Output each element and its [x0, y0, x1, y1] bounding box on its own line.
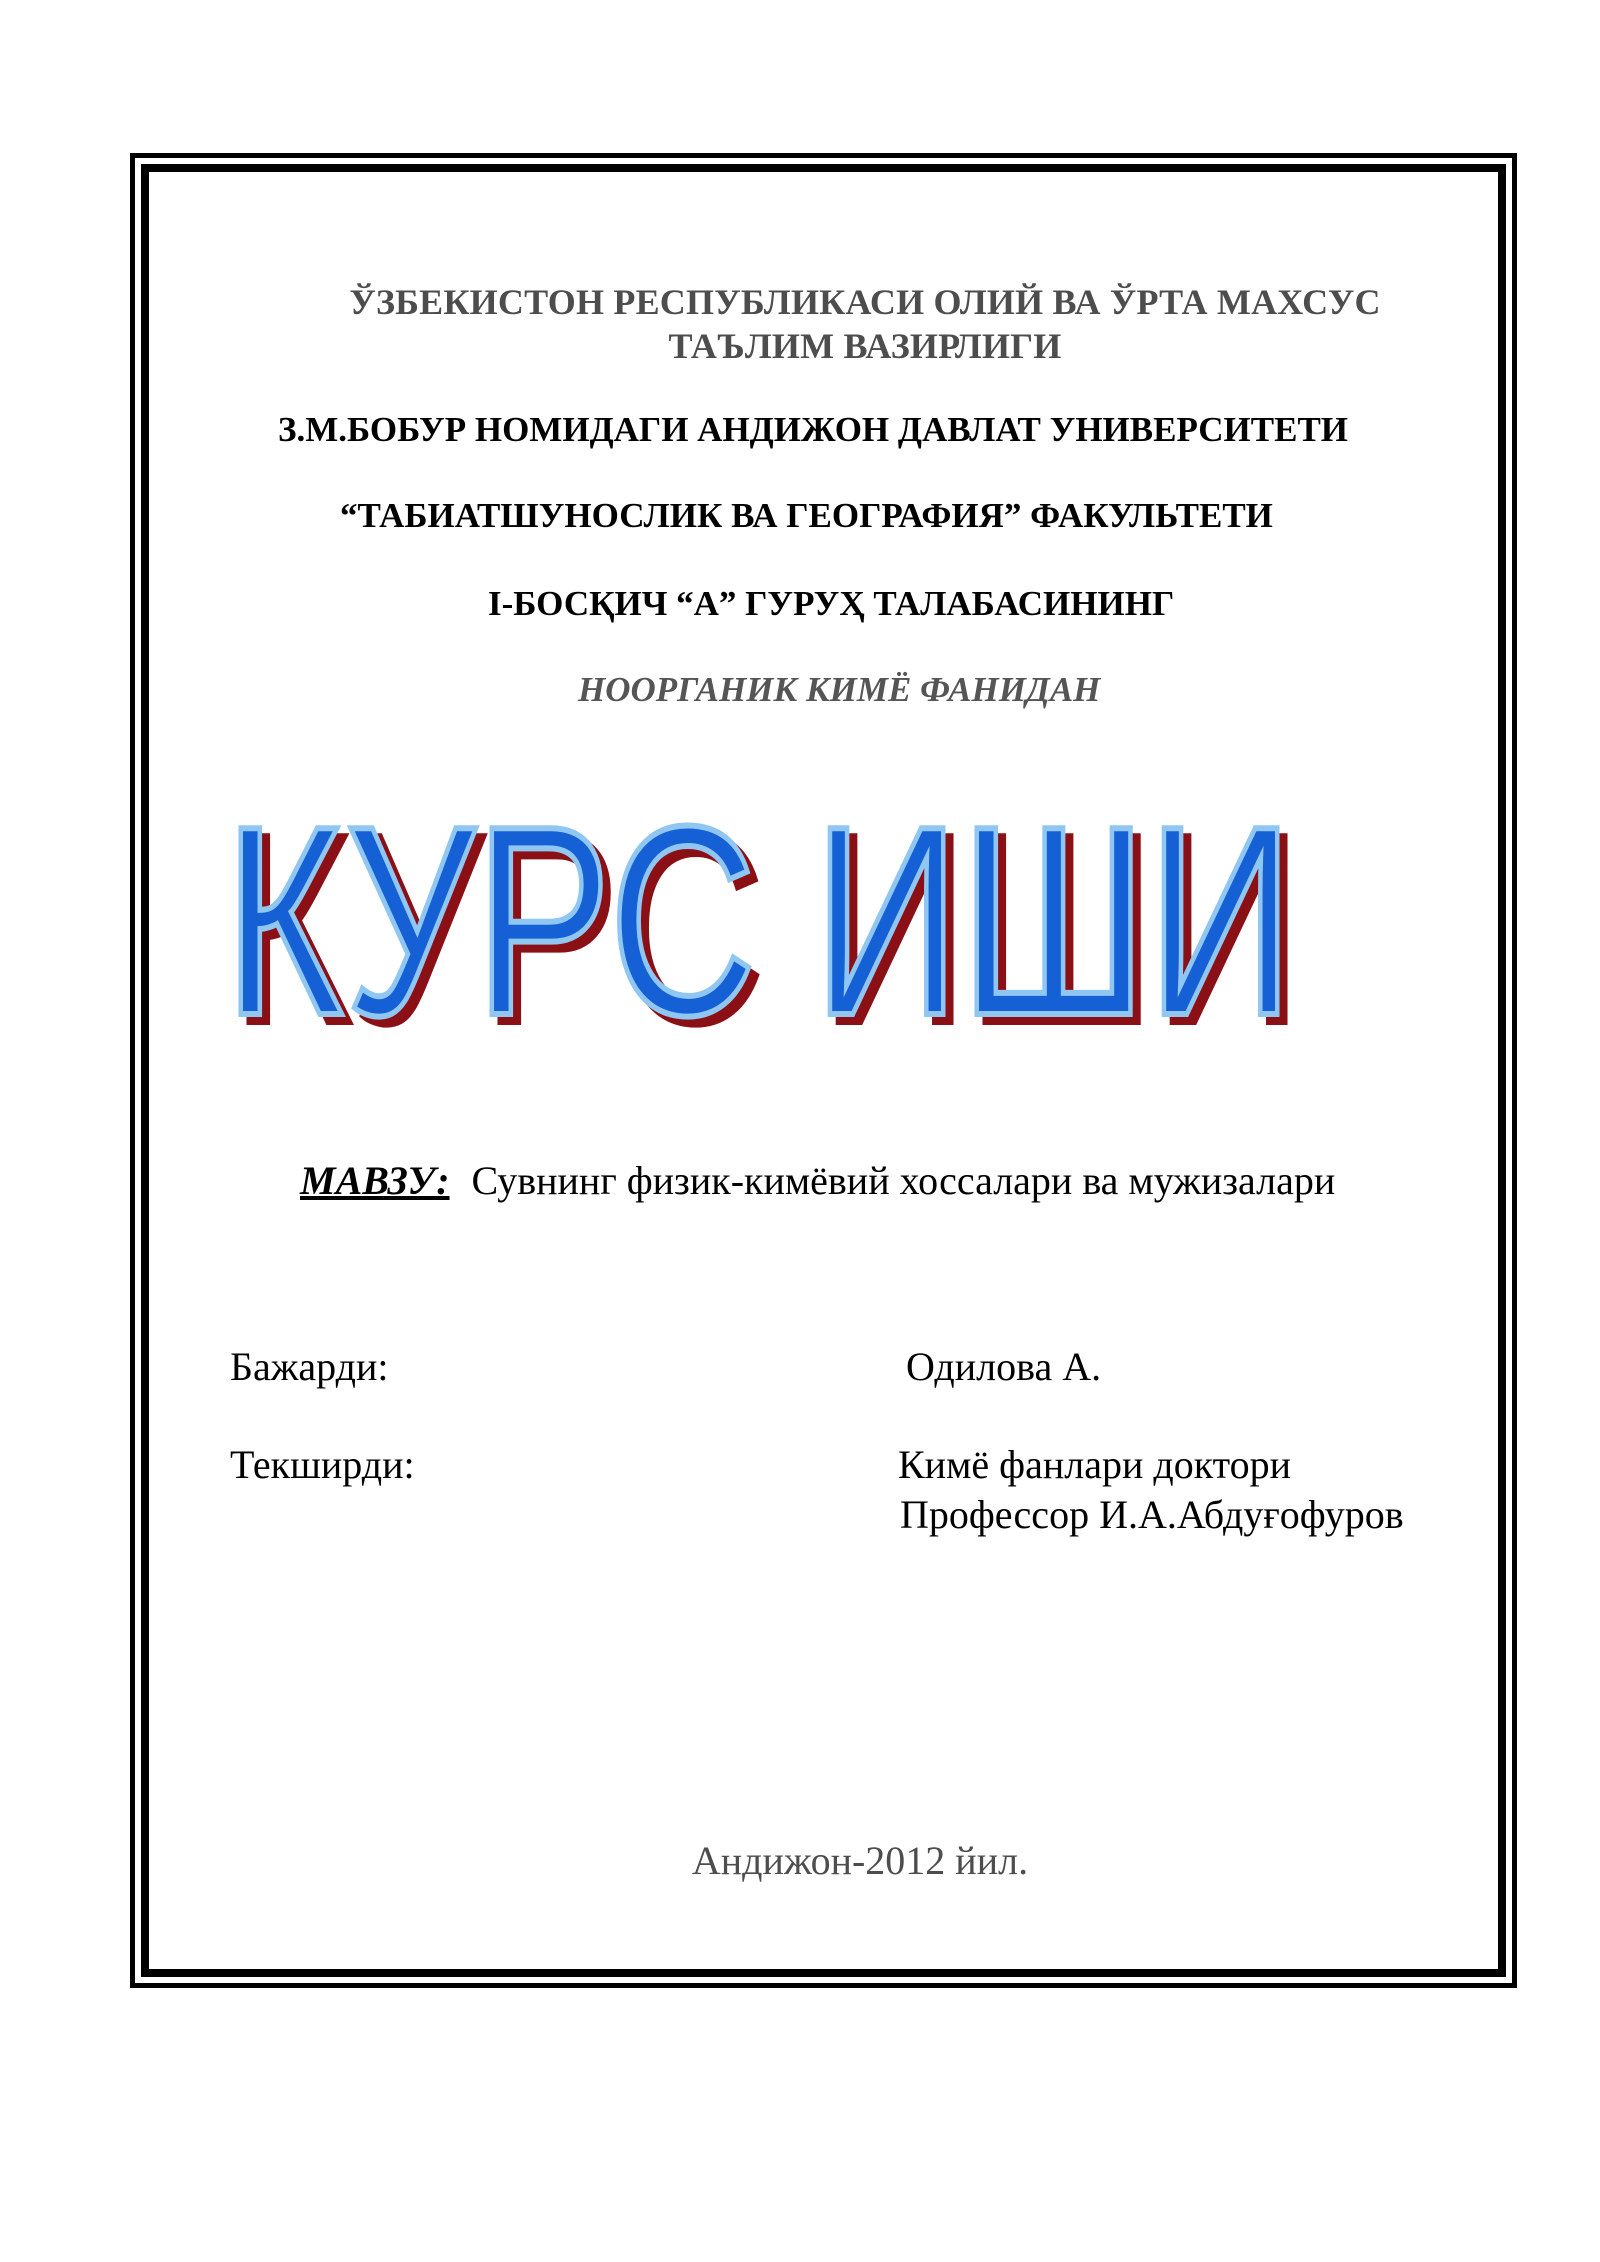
- subject-field: НООРГАНИК КИМЁ ФАНИДАН: [578, 670, 1101, 709]
- ministry-heading: [290, 280, 1440, 368]
- checked-degree: Кимё фанлари доктори: [898, 1442, 1291, 1487]
- ministry-line-2: ТАЪЛИМ ВАЗИРЛИГИ: [668, 326, 1062, 366]
- checked-name: Профессор И.А.Абдуғофуров: [900, 1492, 1404, 1537]
- university-name: З.М.БОБУР НОМИДАГИ АНДИЖОН ДАВЛАТ УНИВЕРСИТЕТИ: [278, 410, 1349, 449]
- performed-name: Одилова А.: [906, 1344, 1102, 1389]
- topic-value: Сувнинг физик-кимёвий хоссалари ва мужизалари: [471, 1158, 1336, 1203]
- title-shadow-text: КУРС ИШИ: [232, 790, 1302, 1070]
- faculty-name: “ТАБИАТШУНОСЛИК ВА ГЕОГРАФИЯ” ФАКУЛЬТЕТИ: [340, 496, 1273, 535]
- topic-label: МАВЗУ:: [300, 1158, 450, 1203]
- city-year: Андижон-2012 йил.: [691, 1838, 1029, 1883]
- topic-line: [300, 1156, 1500, 1206]
- checked-label: Текширди:: [230, 1442, 415, 1487]
- student-group: I-БОСҚИЧ “А” ГУРУҲ ТАЛАБАСИНИНГ: [488, 584, 1175, 623]
- ministry-line-1: ЎЗБЕКИСТОН РЕСПУБЛИКАСИ ОЛИЙ ВА ЎРТА МАХСУС: [349, 282, 1381, 322]
- performed-label: Бажарди:: [230, 1344, 389, 1389]
- title-main-text: КУРС ИШИ: [224, 790, 1294, 1070]
- course-work-title: [222, 790, 1322, 1070]
